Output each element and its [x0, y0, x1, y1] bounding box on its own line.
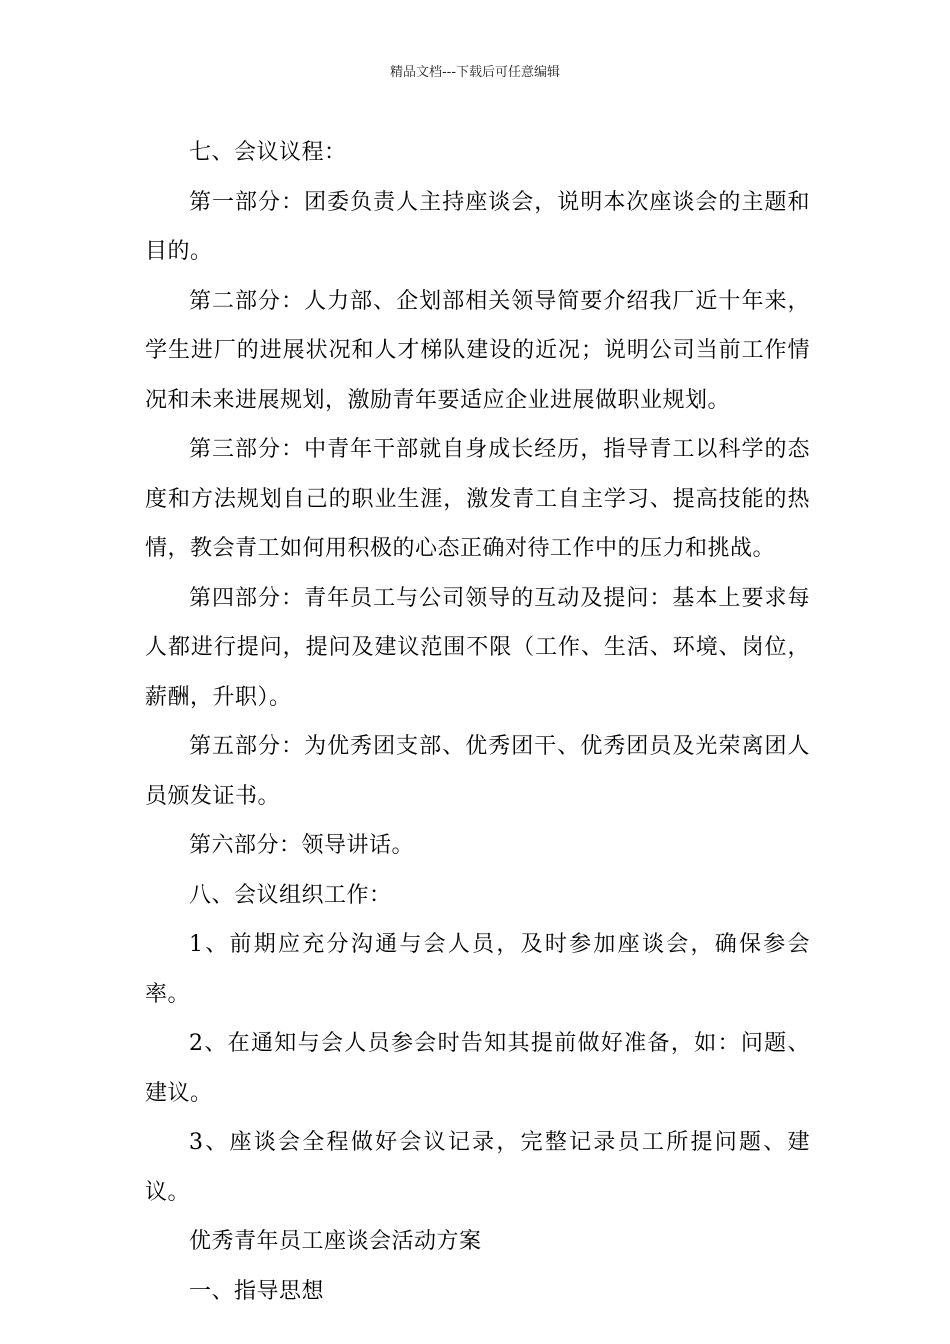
agenda-part-2: 第二部分：人力部、企划部相关领导简要介绍我厂近十年来，学生进厂的进展状况和人才梯队建设的近况；说明公司当前工作情况和未来进展规划，激励青年要适应企业进展做职业规划。 — [145, 288, 810, 413]
agenda-part-6: 第六部分：领导讲话。 — [189, 833, 415, 858]
document-title: 优秀青年员工座谈会活动方案 — [189, 1229, 482, 1254]
agenda-part-3: 第三部分：中青年干部就自身成长经历，指导青工以科学的态度和方法规划自己的职业生涯，激发青工自主学习、提高技能的热情，教会青工如何用积极的心态正确对待工作中的压力和挑战。 — [145, 437, 810, 561]
section-heading-agenda: 七、会议议程： — [189, 140, 347, 165]
document-body — [145, 128, 810, 1316]
section-heading-guiding-thought: 一、指导思想 — [189, 1278, 325, 1304]
agenda-part-1: 第一部分：团委负责人主持座谈会，说明本次座谈会的主题和目的。 — [145, 189, 810, 264]
section-heading-organization: 八、会议组织工作： — [189, 882, 392, 908]
organization-item-3: 3、座谈会全程做好会议记录，完整记录员工所提问题、建议。 — [145, 1130, 810, 1205]
agenda-part-5: 第五部分：为优秀团支部、优秀团干、优秀团员及光荣离团人员颁发证书。 — [145, 734, 810, 809]
organization-item-1: 1、前期应充分沟通与会人员，及时参加座谈会，确保参会率。 — [145, 932, 810, 1007]
agenda-part-4: 第四部分：青年员工与公司领导的互动及提问：基本上要求每人都进行提问，提问及建议范围不限（工作、生活、环境、岗位，薪酬，升职）。 — [145, 585, 810, 710]
organization-item-2: 2、在通知与会人员参会时告知其提前做好准备，如：问题、建议。 — [145, 1031, 810, 1106]
page-header: 精品文档---下载后可任意编辑 — [389, 65, 561, 80]
